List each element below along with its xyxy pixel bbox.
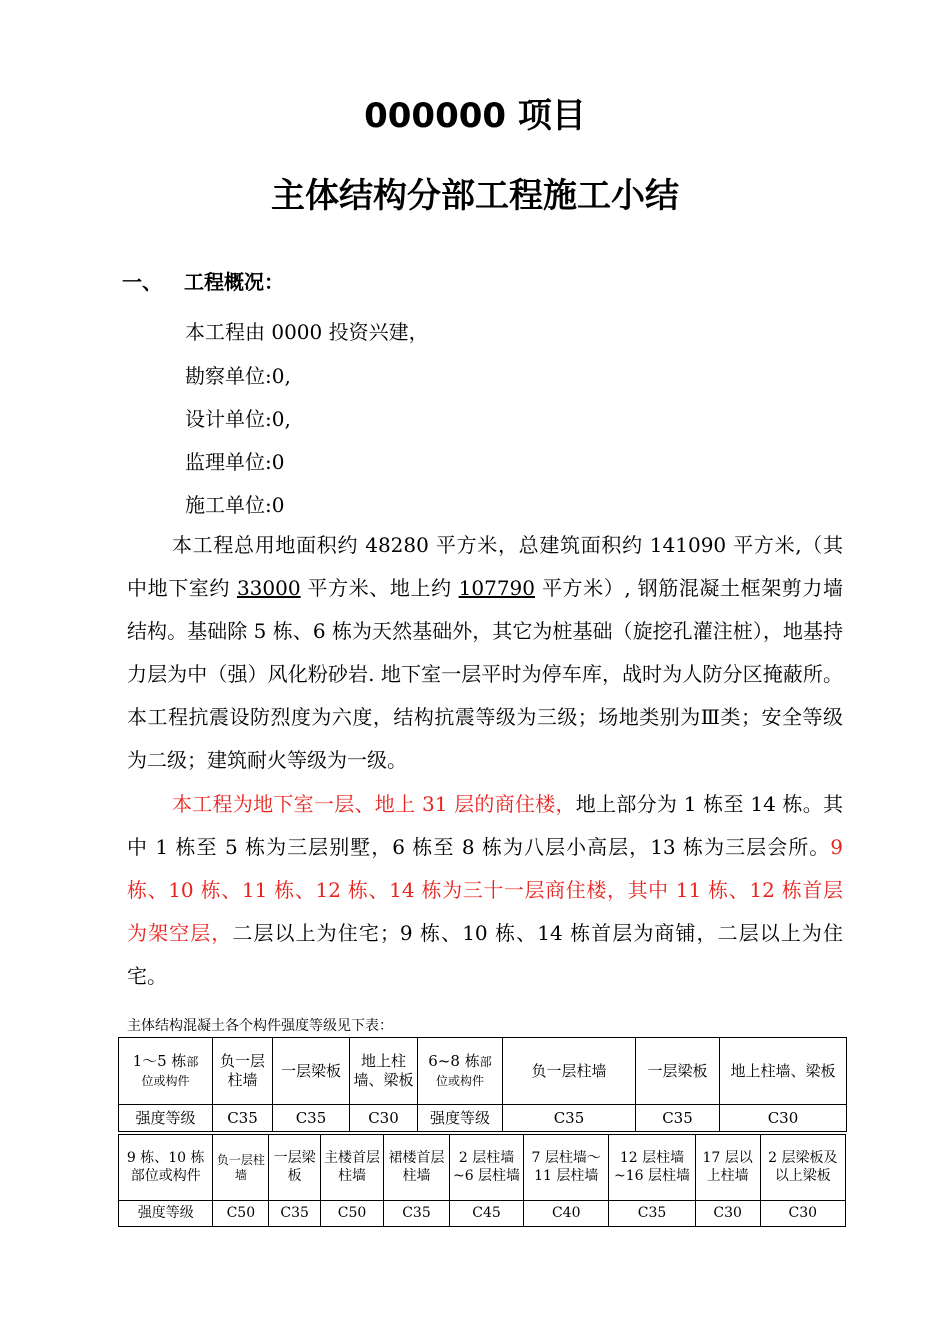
table-caption: 主体结构混凝土各个构件强度等级见下表：	[127, 1018, 393, 1034]
table-row	[119, 1105, 847, 1132]
header-cell: 12 层柱墙~16 层柱墙	[609, 1135, 695, 1201]
header-cell: 9 栋、10 栋部位或构件	[119, 1135, 213, 1201]
header-cell: 地上柱墙、梁板	[350, 1038, 418, 1105]
table-cell: C30	[720, 1105, 847, 1132]
header-cell: 裙楼首层柱墙	[383, 1135, 449, 1201]
building-paragraph	[127, 783, 843, 998]
survey-unit-line: 勘察单位:0,	[185, 364, 291, 388]
header-cell: 6~8 栋部 位或构件	[418, 1038, 503, 1105]
table-cell: C35	[213, 1105, 273, 1132]
table-cell: C45	[449, 1201, 523, 1227]
header-cell: 2 层梁板及以上梁板	[760, 1135, 845, 1201]
table-header-row	[119, 1135, 846, 1201]
supervision-unit-line: 监理单位:0	[185, 450, 285, 474]
table-cell: C35	[269, 1201, 321, 1227]
highlight-text-1: 本工程为地下室一层、地上 31 层的商住楼，	[172, 792, 576, 816]
table-header-row	[119, 1038, 847, 1105]
table-row	[119, 1201, 846, 1227]
table-cell: C35	[383, 1201, 449, 1227]
table-cell: C35	[273, 1105, 350, 1132]
header-cell: 地上柱墙、梁板	[720, 1038, 847, 1105]
overview-text-2: 平方米、地上约	[300, 576, 459, 600]
building-text-1: 地上部分为 1 栋至 14 栋。其中 1 栋至 5 栋为三层别墅，6 栋至 8 栋为八层小高层，13 栋为三层会所。	[127, 792, 844, 859]
header-cell: 17 层以上柱墙	[695, 1135, 760, 1201]
header-cell: 1～5 栋部 位或构件	[119, 1038, 213, 1105]
design-unit-line: 设计单位:0,	[185, 407, 291, 431]
section-heading	[122, 266, 284, 295]
highlight-text-2: 9 栋、10 栋、11 栋、12 栋、14 栋为三十一层商住楼，其中 11 栋、12 栋首层为架空层，	[127, 835, 843, 945]
header-cell: 负一层柱墙	[503, 1038, 636, 1105]
table-cell: C40	[524, 1201, 609, 1227]
table-cell: 强度等级	[418, 1105, 503, 1132]
table-cell: C35	[609, 1201, 695, 1227]
strength-table-towers	[118, 1134, 846, 1227]
header-cell: 负一层柱墙	[213, 1038, 273, 1105]
table-cell: C50	[321, 1201, 384, 1227]
project-title: 000000 项目	[364, 96, 586, 136]
overview-paragraph	[127, 524, 843, 782]
table-cell: 强度等级	[119, 1201, 213, 1227]
overview-text-3: 平方米）, 钢筋混凝土框架剪力墙结构。基础除 5 栋、6 栋为天然基础外，其它为桩基础（旋挖孔灌注桩），地基持力层为中（强）风化粉砂岩. 地下室一层平时为停车库，战时为人防分区掩蔽所。本工程抗震设防烈度为六度，结构抗震等级为三级；场地类别为Ⅲ类；安全等级为二级；建筑耐火等级为一级。	[127, 576, 844, 772]
header-cell: 一层梁板	[636, 1038, 720, 1105]
header-cell: 7 层柱墙～11 层柱墙	[524, 1135, 609, 1201]
section-number: 一、	[122, 270, 162, 294]
construction-unit-line: 施工单位:0	[185, 493, 285, 517]
header-cell: 一层梁板	[269, 1135, 321, 1201]
overview-text-1: 本工程总用地面积约 48280 平方米，总建筑面积约 141090 平方米,（其中地下室约	[127, 533, 843, 600]
header-cell: 主楼首层柱墙	[321, 1135, 384, 1201]
basement-area: 33000	[236, 576, 301, 600]
table-cell: C30	[760, 1201, 845, 1227]
section-title: 工程概况：	[184, 270, 284, 294]
header-cell: 一层梁板	[273, 1038, 350, 1105]
table-cell: C30	[350, 1105, 418, 1132]
header-cell: 2 层柱墙~6 层柱墙	[449, 1135, 523, 1201]
document-title: 主体结构分部工程施工小结	[271, 176, 679, 216]
investor-line: 本工程由 0000 投资兴建，	[185, 320, 429, 344]
building-text-2: 二层以上为住宅；9 栋、10 栋、14 栋首层为商铺，二层以上为住宅。	[127, 921, 843, 988]
header-cell: 负一层柱墙	[213, 1135, 269, 1201]
table-cell: C35	[636, 1105, 720, 1132]
table-cell: 强度等级	[119, 1105, 213, 1132]
table-cell: C35	[503, 1105, 636, 1132]
strength-table-villas	[118, 1037, 847, 1132]
table-cell: C30	[695, 1201, 760, 1227]
above-ground-area: 107790	[458, 576, 535, 600]
table-cell: C50	[213, 1201, 269, 1227]
